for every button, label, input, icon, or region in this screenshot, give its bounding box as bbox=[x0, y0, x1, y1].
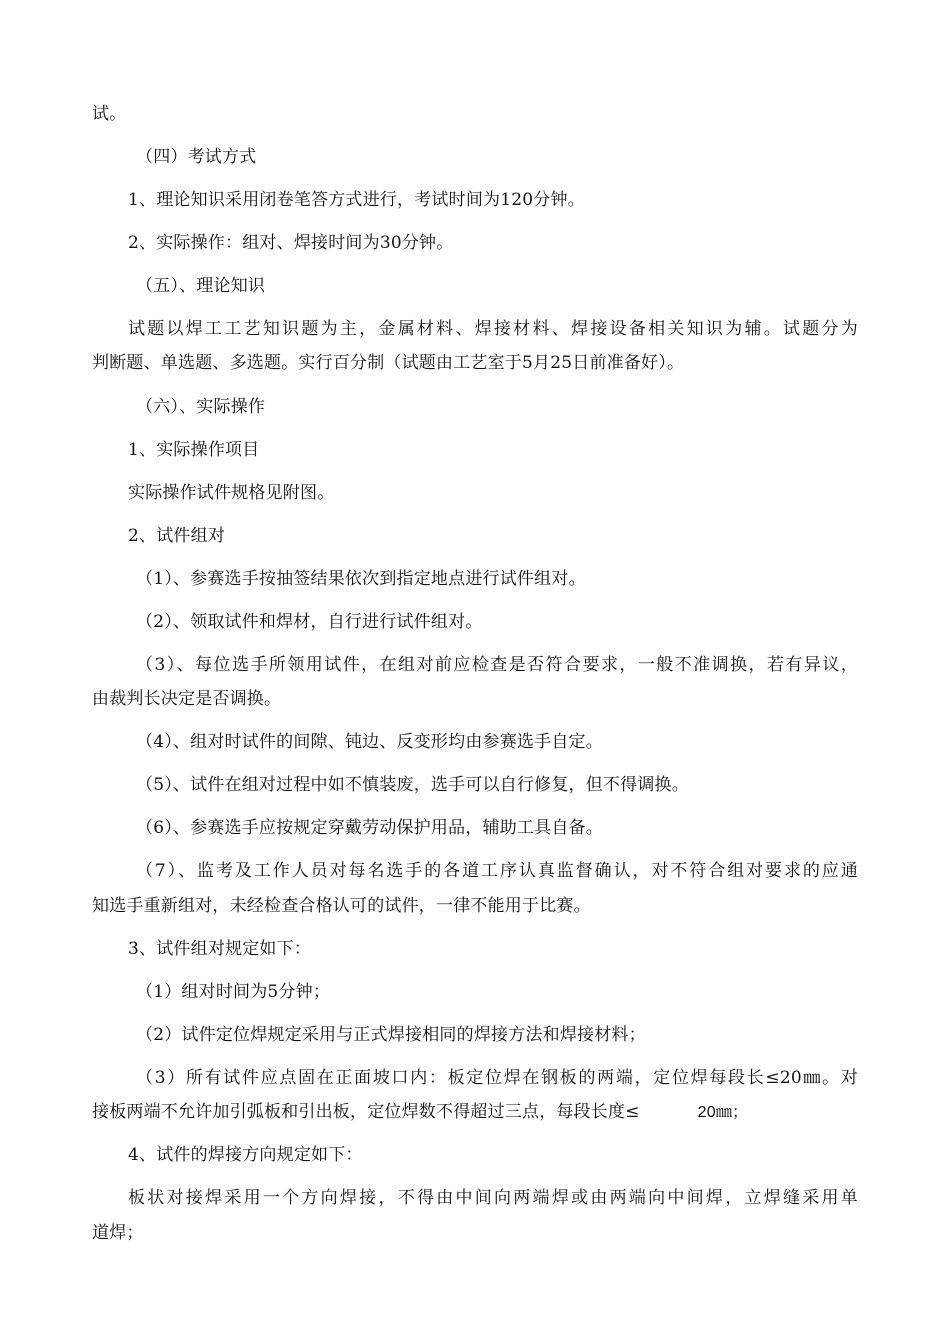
paragraph-theory-line-2: 判断题、单选题、多选题。实行百分制（试题由工艺室于5月25日前准备好）。 bbox=[92, 353, 685, 373]
list-item-4: （4）、组对时试件的间隙、钝边、反变形均由参赛选手自定。 bbox=[136, 732, 603, 752]
rule-item-1: （1）组对时间为5分钟； bbox=[136, 982, 331, 1002]
rule-item-2: （2）试件定位焊规定采用与正式焊接相同的焊接方法和焊接材料； bbox=[136, 1025, 646, 1045]
paragraph-theory-line-1: 试题以焊工工艺知识题为主，金属材料、焊接材料、焊接设备相关知识为辅。试题分为 bbox=[128, 319, 858, 339]
subheading-specimen-assembly: 2、试件组对 bbox=[128, 526, 226, 546]
text-line-specimen-spec: 实际操作试件规格见附图。 bbox=[128, 483, 335, 503]
text-line-practical-exam: 2、实际操作：组对、焊接时间为30分钟。 bbox=[128, 233, 454, 253]
section-heading-theory: （五）、理论知识 bbox=[136, 276, 266, 296]
paragraph-welding-direction-line-2: 道焊； bbox=[92, 1223, 144, 1243]
paragraph-welding-direction-line-1: 板状对接焊采用一个方向焊接，不得由中间向两端焊或由两端向中间焊，立焊缝采用单 bbox=[128, 1188, 858, 1208]
text-line-continuation: 试。 bbox=[92, 104, 127, 124]
list-item-6: （6）、参赛选手应按规定穿戴劳动保护用品，辅助工具自备。 bbox=[136, 818, 603, 838]
rule-item-3-line-2 bbox=[92, 1102, 748, 1123]
rule-item-3-line-1: （3）所有试件应点固在正面坡口内：板定位焊在钢板的两端，定位焊每段长≤20㎜。对 bbox=[136, 1068, 858, 1088]
subheading-welding-direction: 4、试件的焊接方向规定如下： bbox=[128, 1145, 363, 1165]
section-heading-exam-method: （四）考试方式 bbox=[136, 147, 257, 167]
rule-item-3-length-value: 20㎜； bbox=[697, 1104, 749, 1121]
list-item-3-line-2: 由裁判长决定是否调换。 bbox=[92, 689, 282, 709]
section-heading-practical: （六）、实际操作 bbox=[136, 397, 266, 417]
list-item-2: （2）、领取试件和焊材，自行进行试件组对。 bbox=[136, 612, 483, 632]
list-item-7-line-1: （7）、监考及工作人员对每名选手的各道工序认真监督确认，对不符合组对要求的应通 bbox=[136, 861, 858, 881]
rule-item-3-line-2-text: 接板两端不允许加引弧板和引出板，定位焊数不得超过三点，每段长度≤ bbox=[92, 1102, 640, 1122]
text-line-theory-exam: 1、理论知识采用闭卷笔答方式进行，考试时间为120分钟。 bbox=[128, 190, 585, 210]
list-item-3-line-1: （3）、每位选手所领用试件，在组对前应检查是否符合要求，一般不准调换，若有异议， bbox=[136, 655, 858, 675]
list-item-5: （5）、试件在组对过程中如不慎装废，选手可以自行修复，但不得调换。 bbox=[136, 775, 689, 795]
list-item-1: （1）、参赛选手按抽签结果依次到指定地点进行试件组对。 bbox=[136, 569, 586, 589]
list-item-7-line-2: 知选手重新组对，未经检查合格认可的试件，一律不能用于比赛。 bbox=[92, 896, 591, 916]
subheading-practical-items: 1、实际操作项目 bbox=[128, 440, 260, 460]
subheading-assembly-rules: 3、试件组对规定如下： bbox=[128, 939, 312, 959]
